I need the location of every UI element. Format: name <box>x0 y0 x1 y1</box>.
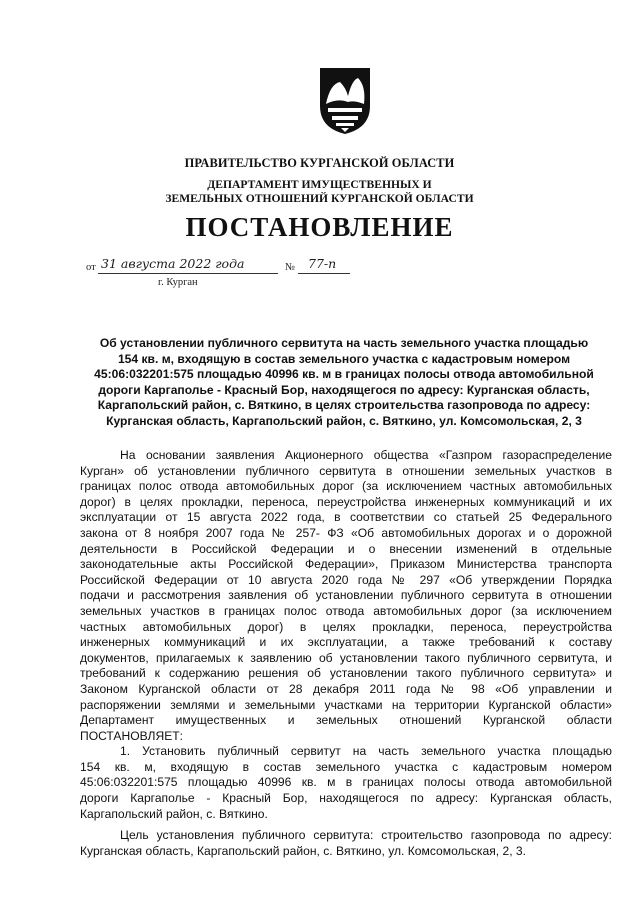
preamble-line: требований к содержанию решения об установлении такого публичного сервитута» и <box>80 666 612 681</box>
preamble-line: На основании заявления Акционерного общества «Газпром газораспределение <box>120 448 612 462</box>
preamble-line: Российской Федерации от 10 августа 2020 года № 297 «Об утверждении Порядка <box>80 572 612 587</box>
preamble-line: инженерных коммуникаций и их эксплуатации, а также требований к составу <box>80 635 612 650</box>
subject-line: Каргапольский район, с. Вяткино, в целях строительства газопровода по адресу: <box>97 398 591 413</box>
preamble-line: деятельности в Российской Федерации и о внесении изменений в отдельные <box>80 541 612 556</box>
item1-line: дороги Каргаполье - Красный Бор, находящегося по адресу: Курганская область, <box>80 791 612 806</box>
preamble-line: частных автомобильных дорог) в целях прокладки, переноса, переустройства <box>80 619 612 634</box>
purpose-line: Цель установления публичного сервитута: строительство газопровода по адресу: <box>120 828 612 843</box>
preamble-line: земельных участков в границах полос отвода автомобильных дорог (за исключением <box>80 603 612 618</box>
preamble-line: распоряжении землями и земельными участками на территории Курганской области» <box>80 697 612 712</box>
date-underline <box>98 273 278 274</box>
preamble-line: дорог) в целях прокладки, переноса, переустройства инженерных коммуникаций и их <box>80 494 612 509</box>
city-label: г. Курган <box>158 277 198 288</box>
subject-line: 154 кв. м, входящую в состав земельного участка с кадастровым номером <box>117 351 571 366</box>
preamble-line: подачи и рассмотрения заявления об установлении публичного сервитута в отношении <box>80 588 612 603</box>
item1-line: 1. Установить публичный сервитут на часть земельного участка площадью <box>120 744 612 759</box>
item1-line: 154 кв. м, входящую в состав земельного участка с кадастровым номером <box>80 759 612 774</box>
document-body <box>80 448 612 859</box>
coat-of-arms-emblem <box>318 66 372 136</box>
item1-line: Каргапольский район, с. Вяткино. <box>80 806 268 821</box>
handwritten-number: 77-п <box>308 256 337 271</box>
subject-line: 45:06:032201:575 площадью 40996 кв. м в границах полосы отвода автомобильной <box>94 367 594 382</box>
resolves-word: ПОСТАНОВЛЯЕТ: <box>80 728 184 743</box>
preamble-line: Курган» об установлении публичного сервитута в отношении земельных участков в <box>80 463 612 478</box>
preamble-line: Законом Курганской области от 28 декабря 2011 года № 98 «Об управлении и <box>80 681 612 696</box>
item1-line: 45:06:032201:575 площадью 40996 кв. м в границах полосы отвода автомобильной <box>80 775 612 790</box>
department-name-line1: ДЕПАРТАМЕНТ ИМУЩЕСТВЕННЫХ И <box>207 178 432 191</box>
preamble-line: Департамент имущественных и земельных отношений Курганской области <box>80 713 612 728</box>
subject-line: дороги Каргаполье - Красный Бор, находящегося по адресу: Курганская область, <box>98 382 590 397</box>
preamble-line: эксплуатации от 15 августа 2022 года, в соответствии со статьей 25 Федерального <box>80 510 612 525</box>
preamble-line: законодательные акты Российской Федерации», Приказом Министерства транспорта <box>80 557 612 572</box>
number-label: № <box>285 262 296 273</box>
date-from-label: от <box>86 262 96 273</box>
handwritten-date: 31 августа 2022 года <box>101 256 245 271</box>
subject-line: Об установлении публичного сервитута на часть земельного участка площадью <box>99 336 589 350</box>
subject-line: Курганская область, Каргапольский район, с. Вяткино, ул. Комсомольская, 2, 3 <box>106 413 582 428</box>
preamble-line: документов, прилагаемых к заявлению об установлении такого публичного сервитута, и <box>80 650 612 665</box>
preamble-line: закона от 8 ноября 2007 года № 257- ФЗ «Об автомобильных дорогах и о дорожной <box>80 525 612 540</box>
number-underline <box>298 273 350 274</box>
document-type-title: ПОСТАНОВЛЕНИЕ <box>185 212 454 242</box>
government-name: ПРАВИТЕЛЬСТВО КУРГАНСКОЙ ОБЛАСТИ <box>184 156 455 170</box>
department-name-line2: ЗЕМЕЛЬНЫХ ОТНОШЕНИЙ КУРГАНСКОЙ ОБЛАСТИ <box>165 192 474 205</box>
purpose-line: Курганская область, Каргапольский район, с. Вяткино, ул. Комсомольская, 2, 3. <box>80 843 527 858</box>
document-subject <box>80 336 608 430</box>
preamble-line: границах полос отвода автомобильных дорог (за исключением частных автомобильных <box>80 479 612 494</box>
